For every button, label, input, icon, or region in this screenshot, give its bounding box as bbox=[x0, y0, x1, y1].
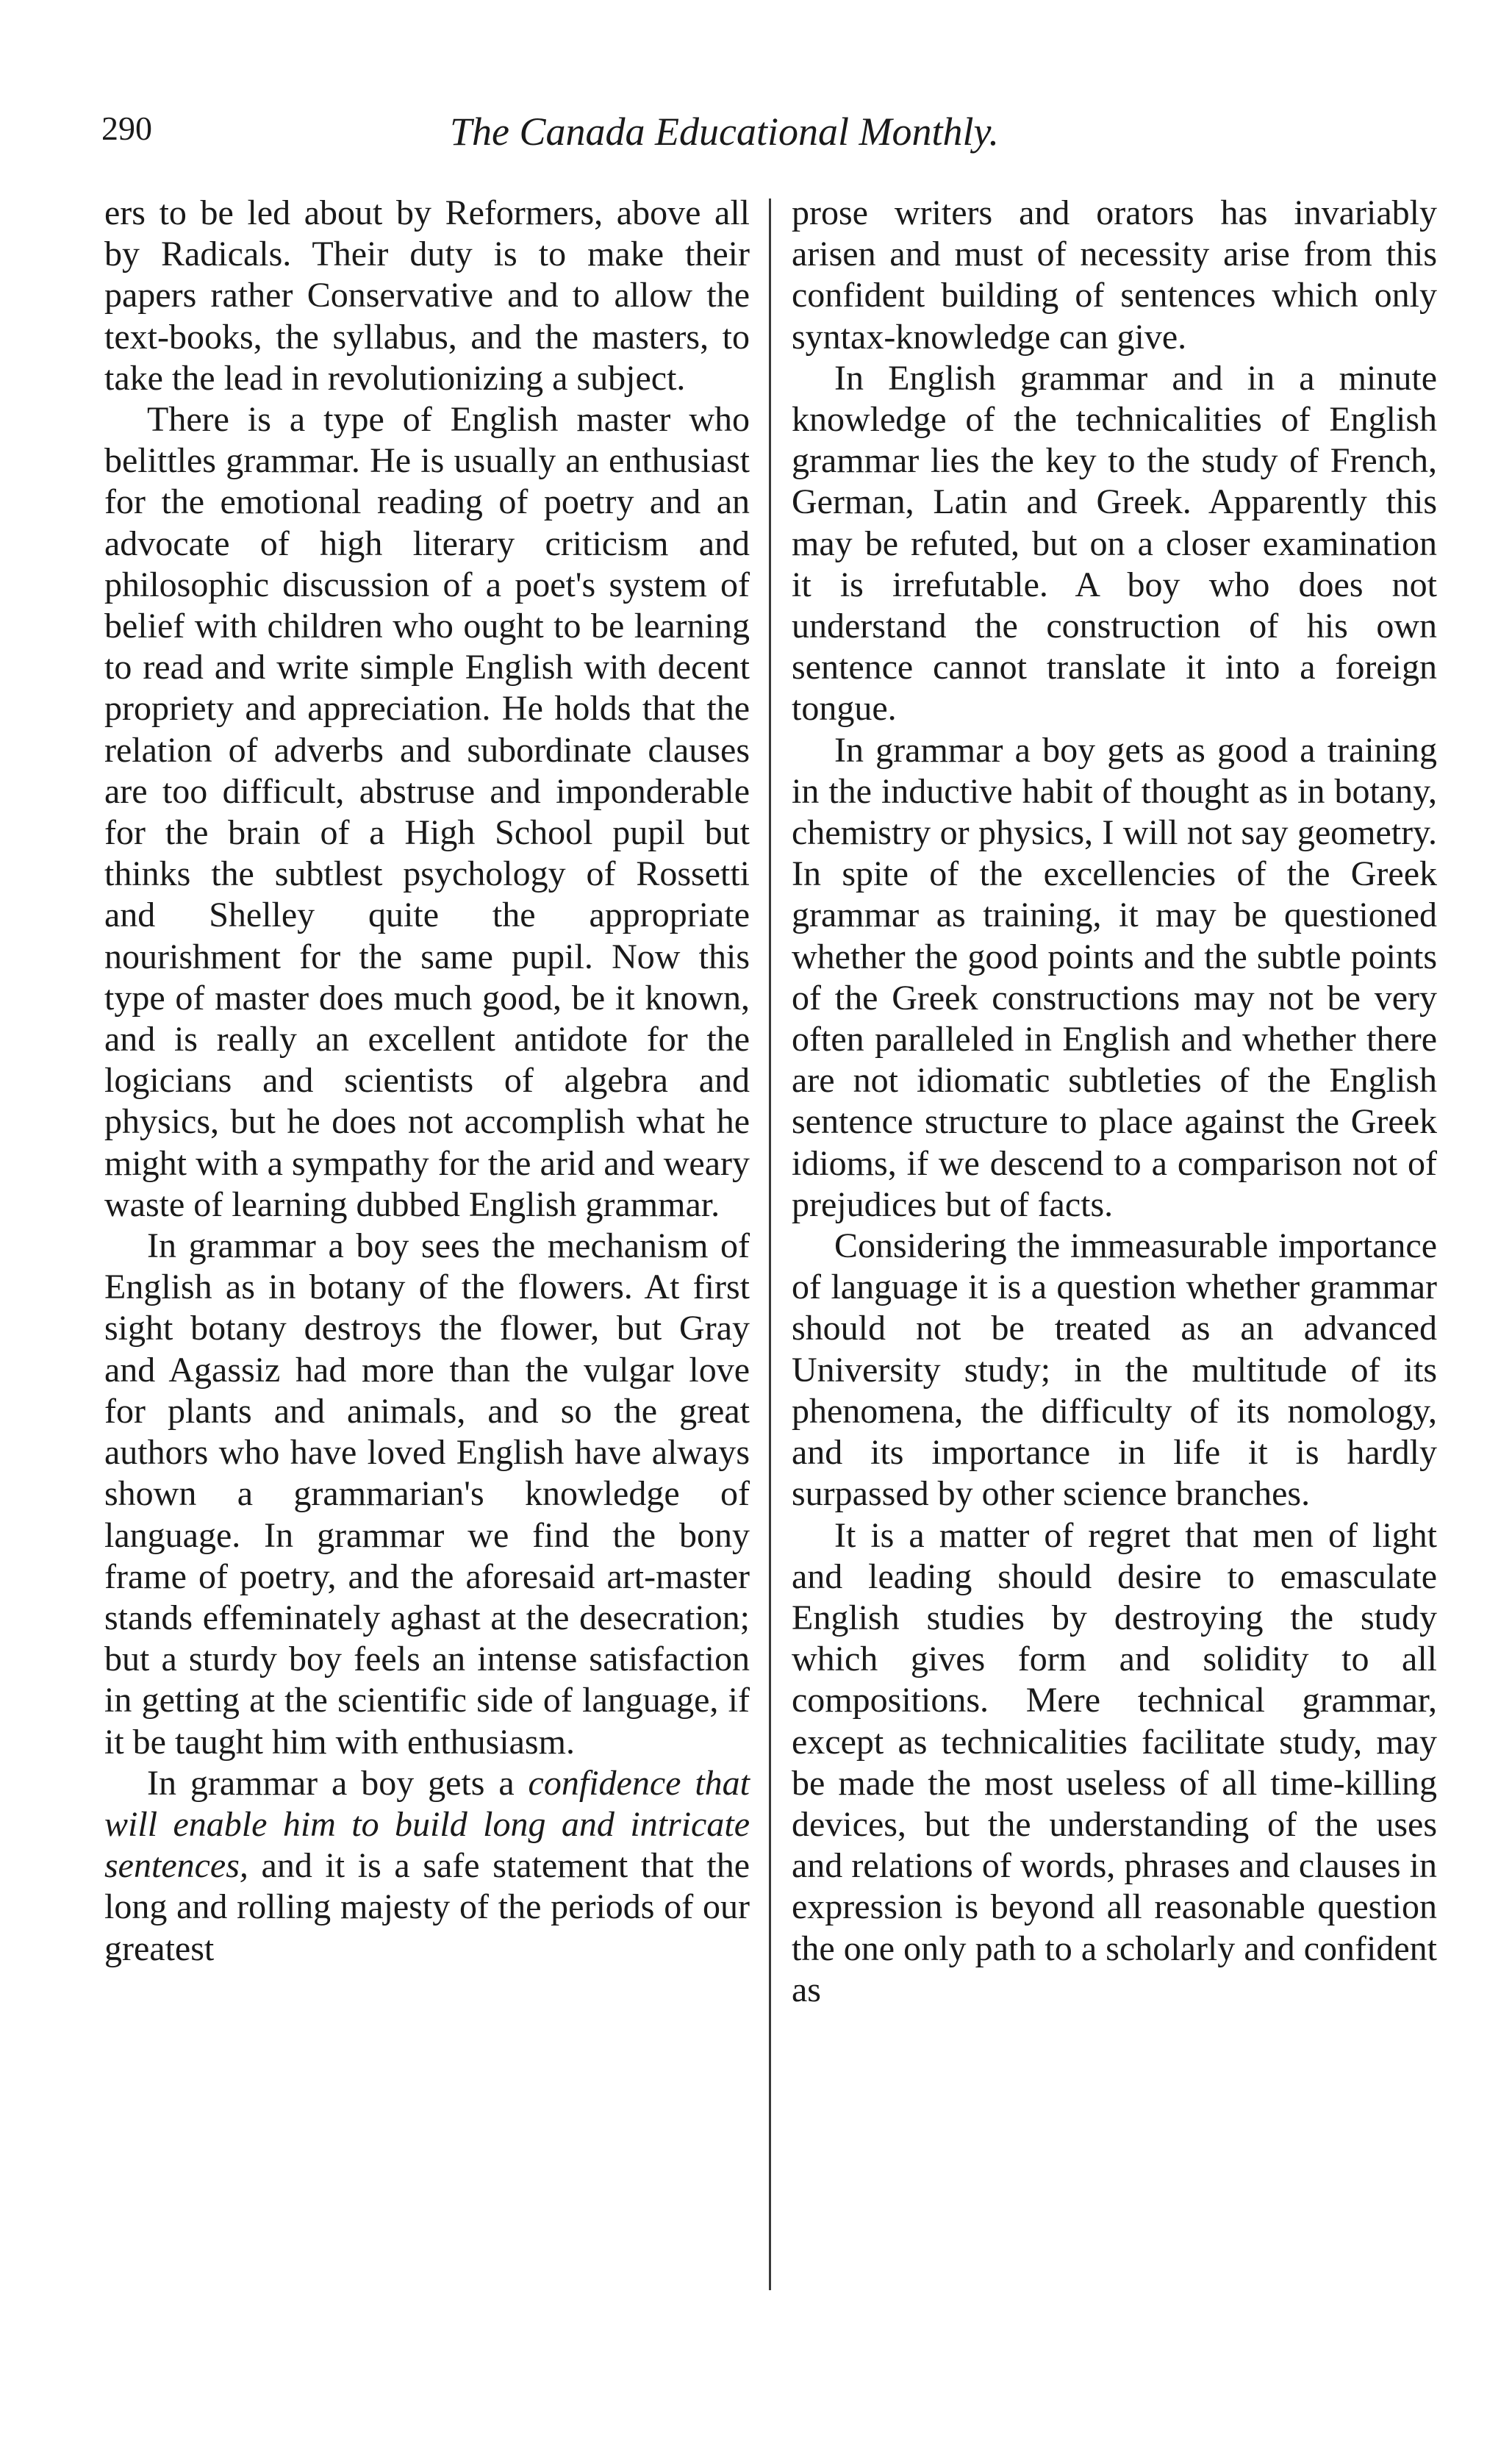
paragraph: In grammar a boy gets as good a training in the inductive habit of thought as in botany, chemistry or physics, I will not say geometry. In spite of the excellencies of the Greek grammar as training, it may be questioned whether the good points and the subtle points of the Greek constructions may not be very often paralleled in English and whether there are not idiomatic subtleties of the English sentence structure to place against the Greek idioms, if we descend to a comparison not of prejudices but of facts. bbox=[792, 730, 1437, 1224]
paragraph bbox=[104, 1763, 750, 1970]
paragraph: ers to be led about by Reformers, above all by Radicals. Their duty is to make their papers rather Conservative and to allow the text-books, the syllabus, and the masters, to take the lead in revolutionizing a subject. bbox=[104, 193, 750, 398]
running-title: The Canada Educational Monthly. bbox=[450, 110, 999, 154]
column-divider bbox=[769, 199, 771, 2290]
italic-phrase: confidence that will enable him to build long and intricate sentences, bbox=[104, 1763, 750, 1886]
paragraph: There is a type of English master who belittles grammar. He is usually an enthusiast for the emotional reading of poetry and an advocate of high literary criticism and philosophic discussion of a poet's system of belief with children who ought to be learning to read and write simple English with decent propriety and appreciation. He holds that the relation of adverbs and subordinate clauses are too difficult, abstruse and imponderable for the brain of a High School pupil but thinks the subtlest psychology of Rossetti and Shelley quite the appropriate nourishment for the same pupil. Now this type of master does much good, be it known, and is really an excellent antidote for the logicians and scientists of algebra and physics, but he does not accomplish what he might with a sympathy for the arid and weary waste of learning dubbed English grammar. bbox=[104, 400, 750, 1224]
paragraph-text: In grammar a boy gets a bbox=[147, 1763, 515, 1803]
paragraph: In English grammar and in a minute knowledge of the technicalities of English grammar lies the key to the study of French, German, Latin and Greek. Apparently this may be refuted, but on a closer examination it is irrefutable. A boy who does not understand the construction of his own sentence cannot translate it into a foreign tongue. bbox=[792, 358, 1437, 729]
paragraph-text: and it is a safe statement that the long and rolling majesty of the periods of our greatest bbox=[104, 1846, 750, 1968]
paragraph: In grammar a boy sees the mechanism of English as in botany of the flowers. At first sight botany destroys the flower, but Gray and Agassiz had more than the vulgar love for plants and animals, and so the great authors who have loved English have always shown a grammarian's knowledge of language. In grammar we find the bony frame of poetry, and the aforesaid art-master stands effeminately aghast at the desecration; but a sturdy boy feels an intense satisfaction in getting at the scientific side of language, if it be taught him with enthusiasm. bbox=[104, 1226, 750, 1762]
right-column bbox=[792, 193, 1437, 2011]
paragraph: prose writers and orators has invariably arisen and must of necessity arise from this confident building of sentences which only syntax-knowledge can give. bbox=[792, 193, 1437, 357]
paragraph: Considering the immeasurable importance of language it is a question whether grammar should not be treated as an advanced University study; in the multitude of its phenomena, the difficulty of its nomology, and its importance in life it is hardly surpassed by other science branches. bbox=[792, 1226, 1437, 1514]
left-column bbox=[104, 193, 750, 1970]
page-number: 290 bbox=[101, 110, 152, 147]
paragraph: It is a matter of regret that men of light and leading should desire to emasculate English studies by destroying the study which gives form and solidity to all compositions. Mere technical grammar, except as technicalities facilitate study, may be made the most useless of all time-killing devices, but the understanding of the uses and relations of words, phrases and clauses in expression is beyond all reasonable question the one only path to a scholarly and confident as bbox=[792, 1515, 1437, 2009]
